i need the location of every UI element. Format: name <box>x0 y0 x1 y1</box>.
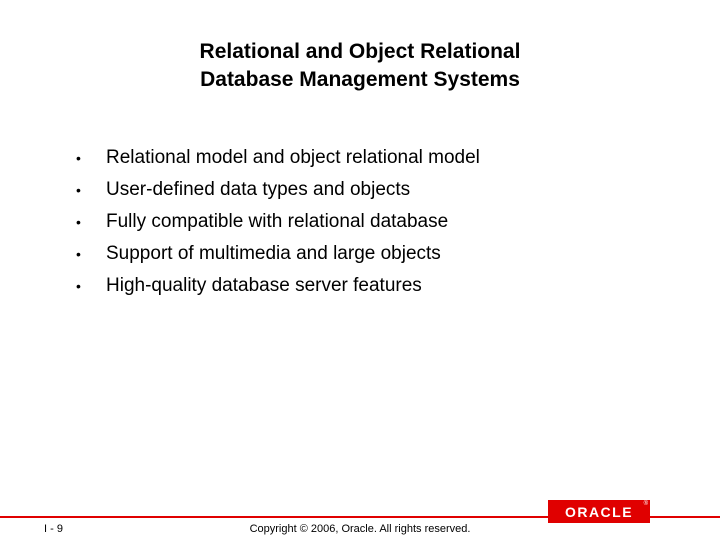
copyright-notice: Copyright © 2006, Oracle. All rights reserved. <box>249 523 471 535</box>
bullet-icon: • <box>76 278 81 294</box>
oracle-logo-text: ORACLE <box>564 503 634 520</box>
bullet-text: Fully compatible with relational database <box>106 211 449 232</box>
bullet-icon: • <box>76 150 81 166</box>
bullet-text: Support of multimedia and large objects <box>106 243 441 264</box>
bullet-text: User-defined data types and objects <box>106 179 411 200</box>
bullet-text: High-quality database server features <box>106 275 422 296</box>
bullet-icon: • <box>76 246 81 262</box>
bullet-icon: • <box>76 182 81 198</box>
slide-title <box>0 38 720 94</box>
oracle-logo <box>548 500 650 523</box>
slide-title-line-2: Database Management Systems <box>200 68 520 91</box>
registered-mark-icon: ® <box>643 501 648 507</box>
page-number: I - 9 <box>44 523 63 535</box>
bullet-text: Relational model and object relational model <box>106 147 480 168</box>
bullet-icon: • <box>76 214 81 230</box>
slide-title-line-1: Relational and Object Relational <box>199 40 521 63</box>
